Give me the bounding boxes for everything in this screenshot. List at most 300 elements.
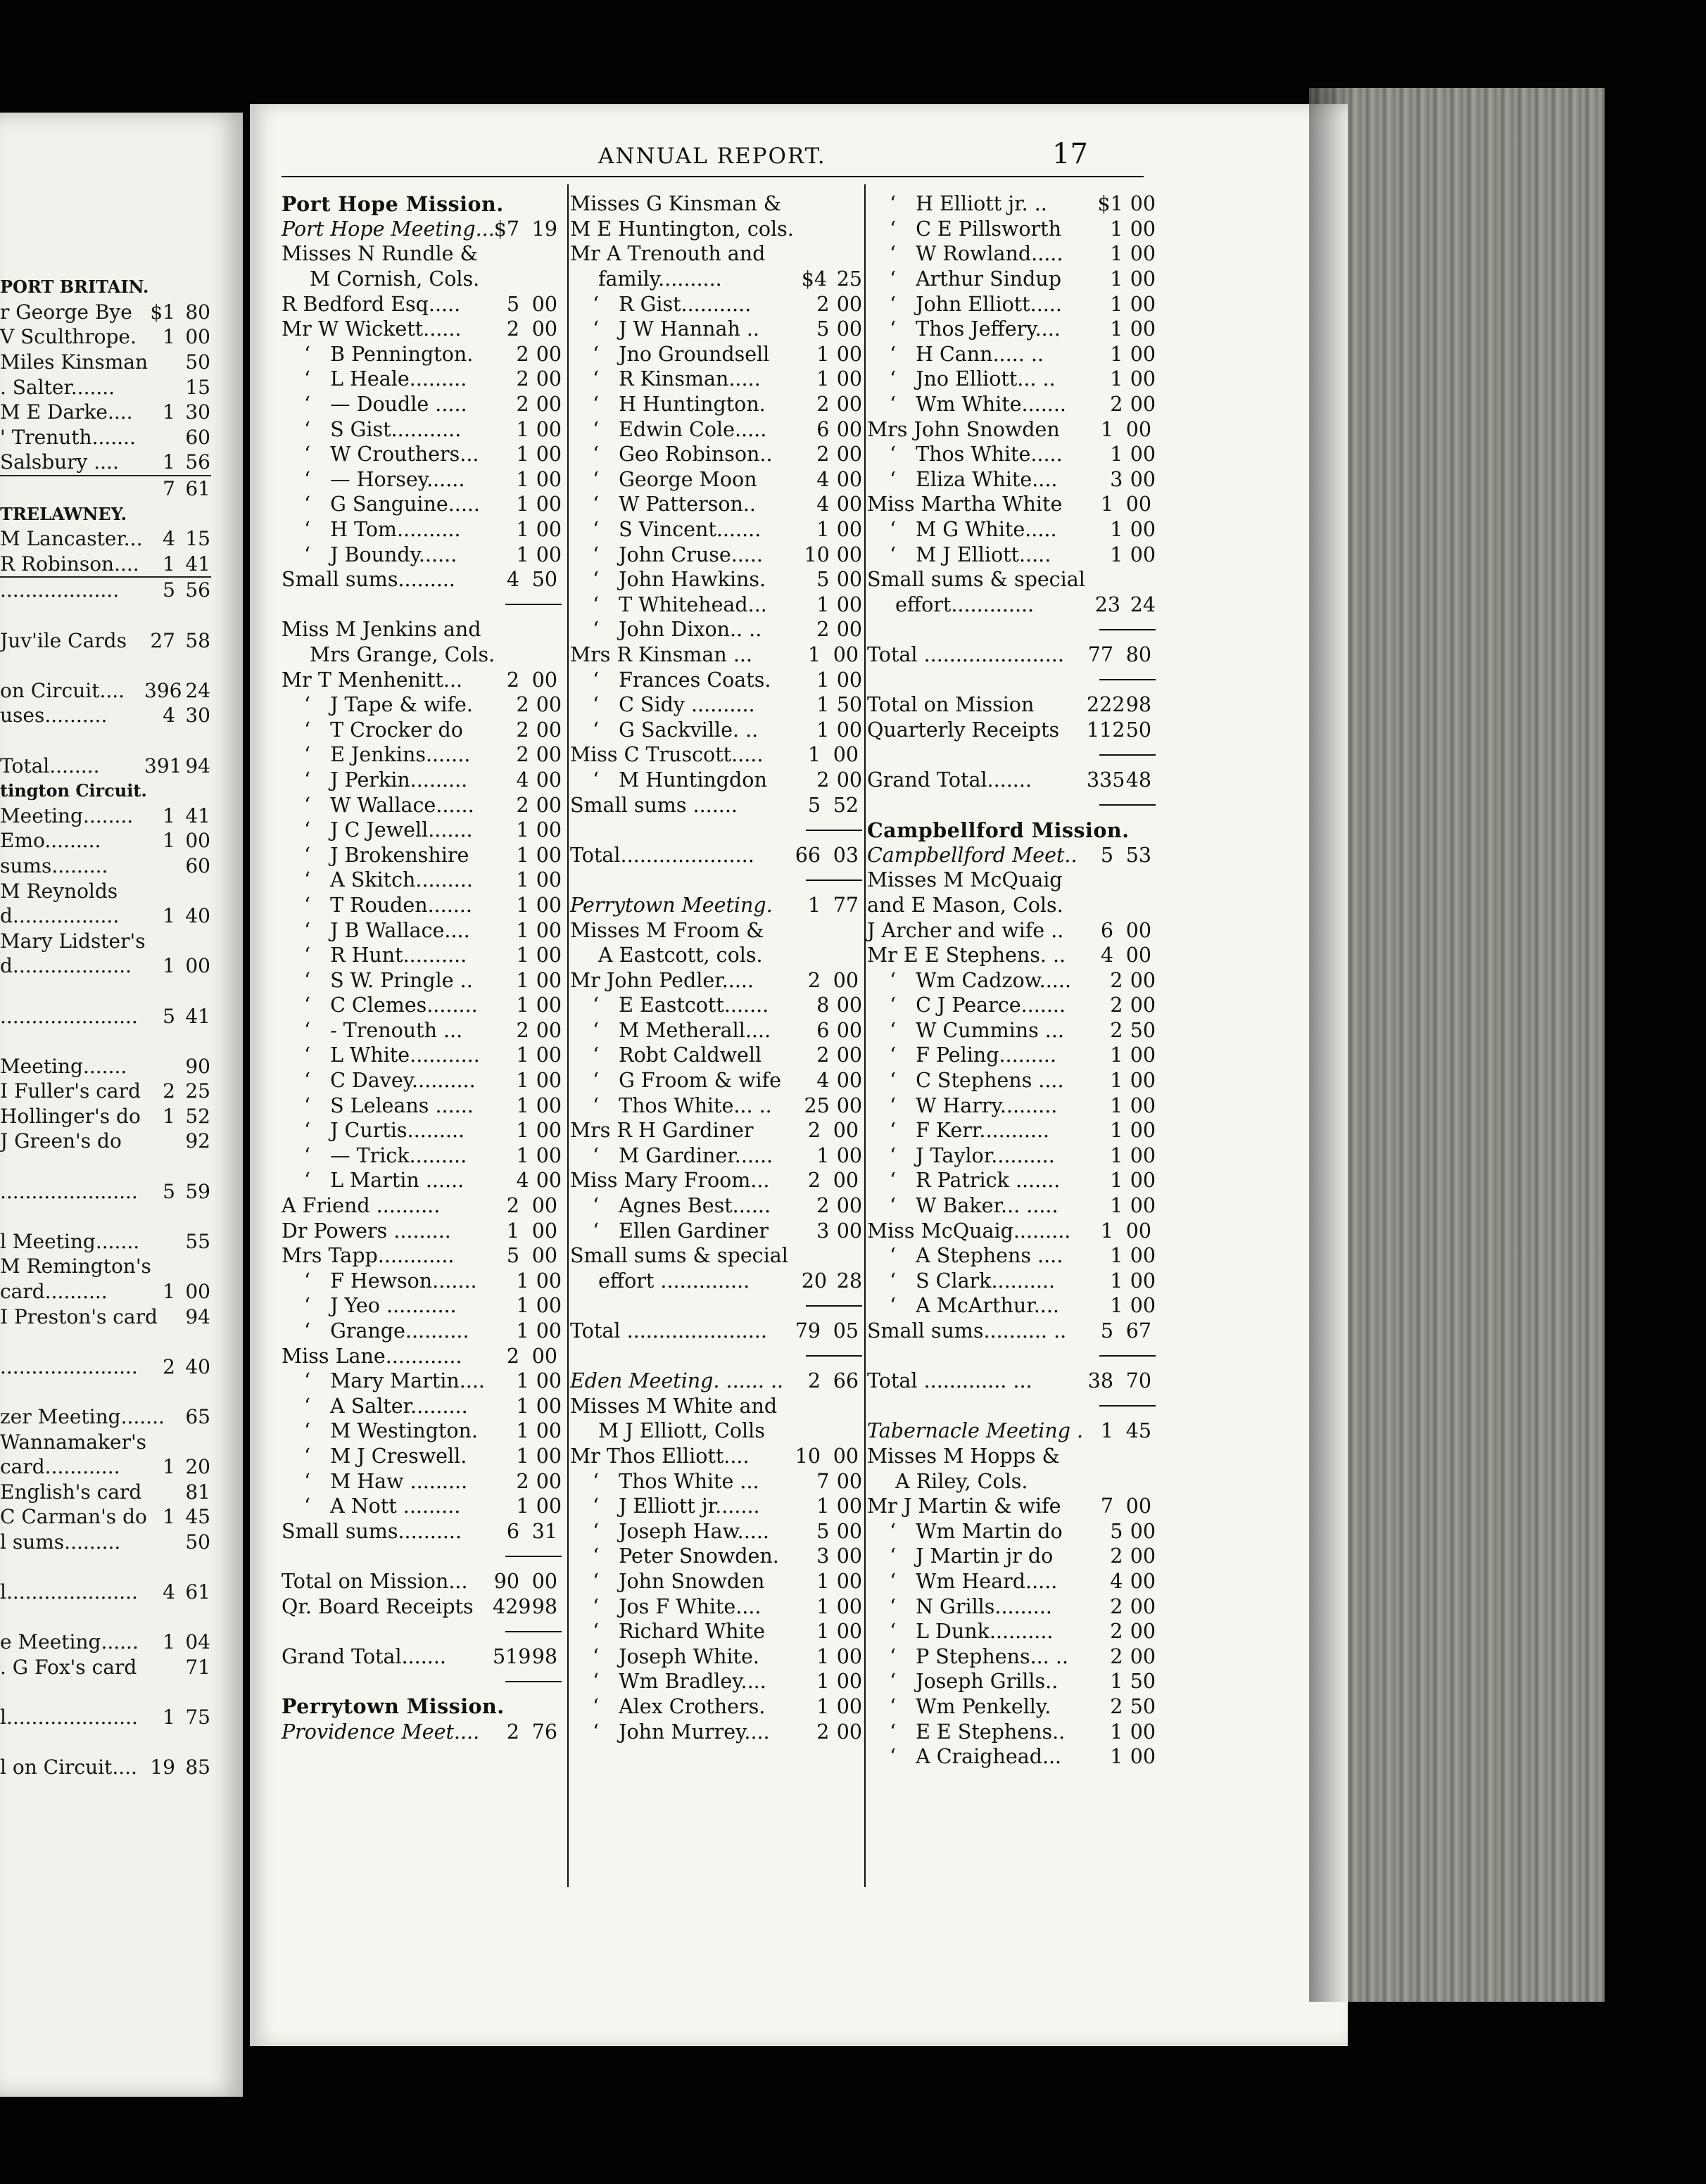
entry-row [867, 342, 1156, 367]
entry-dollars: 1 [1110, 1043, 1123, 1067]
column-1 [282, 191, 562, 1744]
entry-name: uses.......... [0, 704, 108, 728]
left-entry-row [0, 928, 211, 953]
entry-name: ‘ J Taylor.......... [867, 1144, 1101, 1167]
entry-cents: 40 [185, 1354, 210, 1378]
entry-cents: 00 [1130, 1093, 1156, 1117]
total-rule [1099, 754, 1156, 756]
entry-row [867, 1644, 1156, 1669]
entry-dollars: 5 [816, 568, 830, 592]
entry-name: ‘ Agnes Best...... [570, 1194, 807, 1217]
entry-cents: 00 [1130, 1544, 1156, 1568]
entry-dollars: 2 [516, 793, 529, 817]
entry-cents: 75 [185, 1706, 210, 1729]
entry-row [282, 542, 562, 567]
entry-name: ‘ G Froom & wife [570, 1069, 807, 1092]
entry-cents: 00 [836, 1569, 862, 1593]
entry-cents: 00 [836, 467, 862, 491]
entry-name: ‘ A Skitch......... [282, 868, 507, 891]
entry-name: ‘ J Perkin......... [282, 768, 507, 792]
entry-dollars: 1 [1110, 1119, 1123, 1143]
left-entry-row [0, 1755, 211, 1780]
entry-cents: 00 [531, 1219, 557, 1243]
entry-name: Miss M Jenkins and [282, 618, 481, 642]
entry-name: ‘ A Salter......... [282, 1395, 507, 1418]
entry-cents: 00 [536, 467, 562, 491]
entry-cents: 00 [185, 954, 210, 978]
entry-name: Meeting........ [0, 804, 134, 827]
entry-dollars: 1 [516, 467, 529, 491]
entry-name: ‘ P Stephens... .. [867, 1645, 1101, 1668]
entry-row [867, 1118, 1156, 1143]
entry-name: ‘ Thos White ... [570, 1470, 807, 1493]
entry-cents: 00 [536, 918, 562, 942]
entry-dollars: 2 [516, 367, 529, 391]
entry-cents: 98 [1125, 693, 1151, 717]
entry-dollars: 23 [1094, 592, 1120, 616]
entry-dollars: 222 [1087, 693, 1125, 717]
entry-dollars: 1 [516, 493, 529, 516]
entry-row [867, 217, 1156, 242]
left-entry-row [0, 1129, 211, 1154]
meeting-row [570, 893, 862, 918]
entry-row [570, 1494, 862, 1519]
entry-row [570, 842, 862, 868]
entry-row [867, 1243, 1156, 1269]
entry-name: Eden Meeting. ...... .. [570, 1369, 784, 1393]
entry-cents: 00 [833, 1119, 859, 1143]
entry-cents: 60 [185, 425, 210, 449]
entry-row [867, 1544, 1156, 1569]
entry-name: Small sums & special [867, 568, 1085, 592]
entry-name: ‘ John Cruse..... [570, 543, 804, 566]
entry-row [282, 1594, 562, 1619]
entry-name: Meeting....... [0, 1054, 127, 1078]
entry-row [867, 392, 1156, 417]
entry-name: Misses M Hopps & [867, 1444, 1060, 1468]
entry-dollars: 5 [816, 317, 830, 341]
left-entry-row [0, 803, 211, 828]
entry-name: ‘ C J Pearce....... [867, 993, 1101, 1017]
entry-dollars: 2 [516, 718, 529, 742]
entry-name: ‘ John Dixon.. .. [570, 618, 807, 641]
entry-row [570, 1118, 862, 1143]
entry-row [282, 1644, 562, 1669]
total-rule [505, 1556, 562, 1557]
entry-name: Total ...................... [867, 642, 1064, 666]
entry-row [570, 967, 862, 993]
entry-dollars: 7 [1100, 1494, 1113, 1518]
entry-cents: 61 [185, 1580, 210, 1604]
total-rule [806, 880, 862, 881]
entry-dollars: 4 [816, 1069, 830, 1093]
entry-cents: 40 [185, 904, 210, 928]
entry-dollars: 1 [816, 1620, 830, 1644]
entry-name: ‘ M G White..... [867, 518, 1101, 541]
entry-dollars: 2 [816, 768, 830, 792]
entry-dollars: 1 [163, 829, 175, 853]
entry-dollars: 1 [163, 450, 175, 474]
entry-cents: 00 [836, 1670, 862, 1694]
entry-cents: 00 [836, 1018, 862, 1042]
entry-dollars: 1 [516, 443, 529, 466]
entry-name: Perrytown Meeting. [570, 893, 773, 917]
entry-row [570, 1719, 862, 1744]
entry-name: ‘ L Dunk.......... [867, 1620, 1101, 1643]
entry-cents: 00 [1130, 1169, 1156, 1193]
entry-name: Misses M McQuaig [867, 868, 1063, 892]
total-rule [806, 1355, 862, 1357]
entry-dollars: 1 [516, 417, 529, 441]
entry-cents: 00 [836, 1043, 862, 1067]
entry-name: M J Elliott, Colls [598, 1419, 765, 1443]
entry-row [570, 492, 862, 517]
entry-dollars: 1 [1110, 1093, 1123, 1117]
entry-row [867, 1369, 1156, 1394]
entry-dollars: 1 [807, 743, 821, 767]
total-rule [505, 1631, 562, 1632]
entry-cents: 00 [536, 1143, 562, 1167]
column-3 [867, 191, 1156, 1769]
entry-name: card............ [0, 1455, 120, 1479]
entry-cents: 00 [536, 718, 562, 742]
spacer [867, 742, 1156, 768]
entry-row [867, 1744, 1156, 1770]
left-entry-row [0, 450, 211, 475]
entry-row [867, 1569, 1156, 1594]
entry-cents: 00 [833, 642, 859, 666]
entry-dollars: 2 [163, 1079, 175, 1103]
entry-row [282, 792, 562, 818]
entry-cents: 00 [836, 443, 862, 466]
entry-row [867, 717, 1156, 742]
entry-row [570, 291, 862, 317]
entry-row [282, 1394, 562, 1419]
left-entry-row [0, 1655, 211, 1680]
entry-name: effort............. [895, 592, 1035, 616]
entry-name: ‘ H Huntington. [570, 393, 807, 416]
left-entry-row [0, 425, 211, 450]
entry-dollars: 2 [1110, 1644, 1123, 1668]
entry-dollars: 6 [506, 1519, 519, 1543]
entry-dollars: 1 [1110, 1294, 1123, 1318]
spacer [867, 1394, 1156, 1419]
entry-dollars: 5 [1110, 1519, 1123, 1543]
entry-row [867, 1468, 1156, 1494]
entry-row [867, 492, 1156, 517]
entry-dollars: 1 [516, 993, 529, 1017]
entry-dollars: 1 [516, 1143, 529, 1167]
entry-row [282, 467, 562, 493]
entry-dollars: 1 [163, 1455, 175, 1479]
entry-name: Mrs Tapp............ [282, 1244, 455, 1268]
entry-name: PORT BRITAIN. [0, 277, 149, 298]
entry-row [282, 1319, 562, 1344]
entry-name: Misses M White and [570, 1394, 778, 1418]
spacer [867, 792, 1156, 818]
entry-dollars: 1 [516, 1093, 529, 1117]
entry-name: A Eastcott, cols. [598, 944, 763, 967]
entry-name: Mrs R Kinsman ... [570, 642, 753, 666]
entry-row [867, 1518, 1156, 1544]
entry-cents: 25 [185, 1079, 210, 1103]
left-entry-row [0, 1379, 211, 1404]
entry-row [282, 342, 562, 367]
entry-row [282, 868, 562, 893]
entry-name: ‘ — Horsey...... [282, 468, 507, 491]
entry-dollars: 2 [1110, 1694, 1123, 1718]
entry-row [570, 792, 862, 818]
entry-name: family.......... [598, 267, 722, 291]
entry-cents: 80 [1125, 642, 1151, 666]
entry-name: ‘ Wm Heard..... [867, 1570, 1101, 1593]
entry-row [867, 442, 1156, 467]
entry-dollars: 1 [516, 1119, 529, 1143]
entry-cents: 00 [833, 1169, 859, 1193]
entry-cents: 00 [536, 1394, 562, 1418]
entry-name: Grand Total....... [867, 768, 1032, 792]
entry-row [867, 768, 1156, 793]
entry-name: ‘ S Vincent....... [570, 518, 807, 541]
entry-dollars: 66 [795, 843, 821, 867]
entry-name: Port Hope Mission. [282, 191, 504, 216]
entry-name: ‘ C E Pillsworth [867, 217, 1101, 241]
mission-heading [282, 191, 562, 217]
entry-row [570, 1269, 862, 1294]
entry-name: Miles Kinsman [0, 350, 148, 374]
entry-name: . G Fox's card [0, 1655, 137, 1679]
entry-row [570, 918, 862, 943]
entry-dollars: 1 [816, 1494, 830, 1518]
entry-cents: 00 [1130, 267, 1156, 291]
entry-row [570, 993, 862, 1018]
entry-name: l..................... [0, 1580, 138, 1604]
entry-row [867, 241, 1156, 267]
mission-heading [867, 818, 1156, 843]
entry-dollars: 4 [163, 527, 175, 551]
entry-row [570, 1243, 862, 1269]
entry-name: ...................... [0, 1179, 138, 1203]
entry-row [282, 1444, 562, 1469]
entry-dollars: 4 [816, 467, 830, 491]
entry-name: ‘ Wm Cadzow..... [867, 969, 1101, 992]
entry-row [867, 1018, 1156, 1043]
entry-name: Salsbury .... [0, 450, 119, 474]
entry-name: Campbellford Meet.. [867, 843, 1078, 867]
entry-row [867, 1319, 1156, 1344]
left-entry-row [0, 1053, 211, 1079]
entry-dollars: 1 [1110, 217, 1123, 241]
entry-row [282, 918, 562, 943]
entry-name: l sums......... [0, 1530, 121, 1554]
entry-cents: 67 [1125, 1319, 1151, 1343]
entry-cents: 41 [185, 804, 210, 827]
entry-cents: 15 [185, 375, 210, 399]
entry-name: ‘ Alex Crothers. [570, 1695, 807, 1718]
entry-cents: 98 [531, 1594, 557, 1618]
entry-cents: 50 [531, 568, 557, 592]
entry-dollars: 8 [816, 993, 830, 1017]
entry-dollars: 77 [1087, 642, 1113, 666]
entry-row [867, 291, 1156, 317]
entry-cents: 00 [836, 1544, 862, 1568]
entry-dollars: 1 [816, 1694, 830, 1718]
entry-cents: 00 [1130, 1194, 1156, 1218]
entry-row [282, 492, 562, 517]
entry-row [570, 717, 862, 742]
entry-cents: 00 [536, 1069, 562, 1093]
entry-dollars: 2 [516, 1018, 529, 1042]
entry-cents: 50 [185, 1530, 210, 1554]
entry-row [570, 1193, 862, 1219]
entry-name: ‘ J Boundy...... [282, 543, 507, 566]
entry-dollars: 1 [1100, 1219, 1113, 1243]
entry-cents: 85 [185, 1756, 210, 1779]
entry-dollars: 1 [506, 1219, 519, 1243]
entry-cents: 24 [185, 678, 210, 702]
entry-name: ‘ Ellen Gardiner [570, 1219, 807, 1243]
total-rule [505, 1681, 562, 1682]
entry-name: Quarterly Receipts [867, 718, 1060, 742]
entry-row [282, 241, 562, 267]
entry-cents: 00 [1130, 1043, 1156, 1067]
entry-row [867, 191, 1156, 217]
entry-name: Mrs Grange, Cols. [310, 642, 495, 666]
entry-row [282, 1418, 562, 1444]
entry-name: ‘ Wm Bradley.... [570, 1670, 807, 1693]
entry-dollars: 335 [1087, 768, 1125, 792]
total-rule [505, 604, 562, 605]
entry-dollars: 2 [807, 1169, 821, 1193]
entry-cents: 00 [536, 518, 562, 542]
entry-name: ‘ H Cann..... .. [867, 343, 1101, 366]
left-page-fragment [0, 113, 243, 2097]
entry-dollars: 3 [816, 1544, 830, 1568]
left-entry-row [0, 703, 211, 728]
entry-cents: 52 [185, 1104, 210, 1128]
entry-dollars: 10 [804, 542, 830, 566]
left-entry-row [0, 853, 211, 879]
entry-name: ‘ Peter Snowden. [570, 1544, 807, 1568]
left-entry-row [0, 501, 211, 526]
entry-name: ‘ A Craighead... [867, 1745, 1101, 1768]
entry-name: ‘ G Sanguine..... [282, 493, 507, 516]
entry-row [867, 1669, 1156, 1694]
entry-dollars: 1 [816, 693, 830, 717]
entry-dollars: 1 [816, 1670, 830, 1694]
left-entry-row [0, 1554, 211, 1580]
entry-dollars: 2 [506, 668, 519, 692]
entry-cents: 58 [185, 628, 210, 652]
left-entry-row [0, 1530, 211, 1555]
entry-name: ‘ E Eastcott....... [570, 993, 807, 1017]
left-entry-row [0, 1029, 211, 1054]
entry-row [867, 1293, 1156, 1319]
entry-dollars: 6 [1100, 918, 1113, 942]
entry-cents: 76 [531, 1720, 557, 1744]
left-entry-row [0, 1229, 211, 1255]
left-entry-row [0, 1404, 211, 1430]
entry-dollars: 1 [816, 1644, 830, 1668]
left-entry-row [0, 1179, 211, 1204]
entry-row [282, 1293, 562, 1319]
entry-name: ‘ Arthur Sindup [867, 267, 1101, 291]
entry-name: Mr T Menhenitt... [282, 668, 463, 692]
entry-row [282, 1369, 562, 1394]
entry-cents: 56 [185, 450, 210, 474]
left-entry-row [0, 1003, 211, 1029]
entry-row [570, 1694, 862, 1720]
entry-cents: 00 [185, 829, 210, 853]
entry-name: ‘ L White........... [282, 1043, 507, 1067]
entry-dollars: 1 [163, 1706, 175, 1729]
entry-name: M Cornish, Cols. [310, 267, 480, 291]
left-entry-row [0, 274, 211, 300]
entry-cents: 00 [536, 893, 562, 917]
entry-row [282, 1018, 562, 1043]
entry-cents: 31 [531, 1519, 557, 1543]
entry-cents: 00 [836, 768, 862, 792]
entry-cents: 00 [536, 1093, 562, 1117]
left-entry-row [0, 828, 211, 853]
entry-cents: 28 [836, 1269, 862, 1293]
entry-name: ‘ John Murrey.... [570, 1720, 807, 1744]
entry-row [570, 467, 862, 493]
entry-cents: 05 [833, 1319, 859, 1343]
entry-name: Total on Mission... [282, 1569, 468, 1593]
entry-cents: 00 [1125, 493, 1151, 516]
entry-row [867, 592, 1156, 618]
entry-dollars: 1 [816, 592, 830, 616]
entry-name: Mrs John Snowden [867, 417, 1060, 441]
entry-dollars: 1 [163, 552, 175, 576]
entry-dollars: 2 [516, 743, 529, 767]
entry-dollars: 2 [816, 393, 830, 417]
entry-row [282, 1093, 562, 1118]
left-entry-row [0, 475, 211, 502]
entry-dollars: 519 [493, 1644, 531, 1668]
entry-name: ‘ J Brokenshire [282, 844, 507, 867]
entry-name: Mary Lidster's [0, 929, 146, 953]
entry-cents: 00 [536, 968, 562, 992]
entry-name: ‘ Geo Robinson.. [570, 443, 807, 466]
entry-row [570, 417, 862, 442]
entry-name: ‘ C Sidy .......... [570, 693, 807, 716]
entry-cents: 70 [1125, 1369, 1151, 1393]
entry-name: ‘ Joseph Haw..... [570, 1520, 807, 1543]
entry-cents: 00 [836, 1069, 862, 1093]
entry-row [570, 567, 862, 592]
entry-cents: 00 [1125, 918, 1151, 942]
entry-dollars: 5 [506, 292, 519, 316]
entry-name: ‘ B Pennington. [282, 343, 507, 366]
entry-cents: 00 [836, 1143, 862, 1167]
entry-cents: 00 [836, 1469, 862, 1493]
entry-cents: 50 [1130, 1670, 1156, 1694]
entry-cents: 60 [185, 853, 210, 877]
entry-cents: 00 [836, 1720, 862, 1744]
meeting-row [282, 1719, 562, 1744]
entry-name: ‘ M Huntingdon [570, 768, 807, 792]
entry-dollars: 4 [1100, 944, 1113, 967]
entry-row [282, 842, 562, 868]
entry-cents: 00 [836, 1620, 862, 1644]
entry-dollars: 1 [1110, 1143, 1123, 1167]
entry-row [867, 1218, 1156, 1243]
entry-cents: 00 [836, 393, 862, 417]
entry-cents: 98 [531, 1644, 557, 1668]
entry-cents: 00 [536, 1494, 562, 1518]
